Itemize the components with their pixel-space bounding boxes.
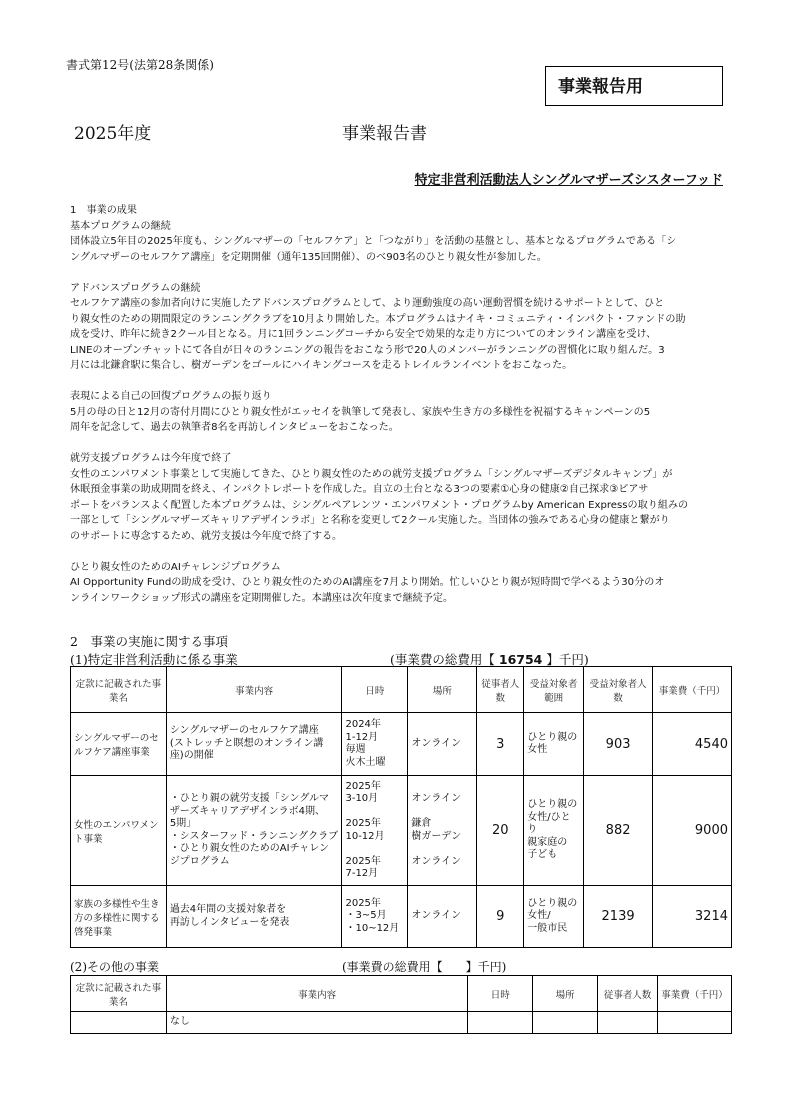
cell-line: 一般市民: [527, 922, 568, 934]
date-cell: [342, 886, 408, 948]
beneficiaries-cell: 882: [584, 776, 653, 886]
result-block-line: のサポートに専念するため、就労支援は今年度で終了する。: [70, 530, 343, 542]
column-header: 事業費（千円）: [653, 667, 732, 713]
result-block-title: 基本プログラムの継続: [70, 220, 171, 232]
cell-line: 火木土曜: [345, 756, 386, 768]
cell-line: ・10~12月: [345, 922, 400, 934]
column-header: 日時: [468, 976, 533, 1012]
column-header: 事業費（千円）: [658, 976, 732, 1012]
result-block-title: 就労支援プログラムは今年度で終了: [70, 453, 232, 464]
cell-line: ジプログラム: [169, 855, 230, 867]
cell-line: (ストレッチと瞑想のオンライン講: [169, 737, 324, 749]
date-cell: [342, 776, 408, 886]
cell-line: 再訪しインタビューを発表: [169, 916, 290, 928]
table-cell: [533, 1012, 598, 1034]
cell-line: 3-10月: [345, 793, 379, 804]
scope-cell: [524, 886, 584, 948]
table-cell: [468, 1012, 533, 1034]
beneficiaries-cell: 903: [584, 713, 653, 776]
subsection2-title: (2)その他の事業: [70, 960, 159, 974]
cell-line: 鎌倉: [411, 818, 432, 829]
cell-line: オンライン: [411, 737, 462, 749]
cell-line: シングルマザーのセルフケア講座: [169, 725, 319, 737]
content-cell: [166, 886, 342, 948]
column-header: 場所: [533, 976, 598, 1012]
subsection2-heading: [70, 958, 730, 975]
place-cell: [408, 776, 477, 886]
cell-line: 女性/: [527, 910, 551, 922]
business-name-cell: 女性のエンパワメント事業: [71, 776, 167, 886]
cell-line: 2025年: [345, 818, 381, 829]
result-block-line: ポートをバランスよく配置した本プログラムは、シングルペアレンツ・エンパワメント・プログラムby American Expressの取り組みの: [70, 499, 689, 511]
section1-body: [70, 203, 730, 622]
result-block-title: ひとり親女性のためのAIチャレンジプログラム: [70, 561, 281, 573]
organization-name: 特定非営利活動法人シングルマザーズシスターフッド: [414, 173, 723, 188]
cell-line: ひとり親の: [527, 897, 578, 909]
table-cell: [598, 1012, 658, 1034]
cell-line: 毎週: [345, 744, 366, 755]
subsection1-total-cost: (事業費の総費用【 16754 】千円): [390, 652, 589, 667]
cell-line: 2024年: [345, 719, 381, 730]
cell-line: 過去4年間の支援対象者を: [169, 904, 287, 915]
result-block: [70, 281, 730, 374]
result-block-line: 一部として「シングルマザーズキャリアデザインラボ」と名称を変更して2クール実施した。当団体の強みである心身の健康と繋がり: [70, 515, 670, 526]
cell-line: ・3~5月: [345, 910, 387, 922]
column-header: 受益対象者人数: [584, 667, 653, 713]
table-cell: なし: [166, 1012, 467, 1034]
result-block-line: セルフケア講座の参加者向けに実施したアドバンスプログラムとして、より運動強度の高い運動習慣を続けるサポートとして、ひと: [70, 298, 665, 309]
result-block: [70, 219, 730, 266]
staff-cell: 9: [477, 886, 524, 948]
section2-heading: 2 事業の実施に関する事項: [70, 634, 228, 649]
scope-cell: [524, 713, 584, 776]
content-cell: [166, 713, 342, 776]
business-name-cell: 家族の多様性や生き方の多様性に関する啓発事業: [71, 886, 167, 948]
fiscal-year: 2025年度: [74, 124, 152, 144]
result-block-line: り親女性のための期間限定のランニングクラブを10月より開始した。本プログラムはナイキ・コミュニティ・インパクト・ファンドの助: [70, 313, 686, 325]
result-block-line: 団体設立5年目の2025年度も、シングルマザーの「セルフケア」と「つながり」を活動の基盤とし、基本となるプログラムである「シ: [70, 236, 677, 247]
place-cell: [408, 886, 477, 948]
date-cell: [342, 713, 408, 776]
cell-line: 女性: [527, 744, 548, 755]
column-header: 場所: [408, 667, 477, 713]
column-header: 受益対象者範囲: [524, 667, 584, 713]
cell-line: 親家庭の: [527, 836, 568, 848]
table-cell: [71, 1012, 167, 1034]
result-block-line: AI Opportunity Fundの助成を受け、ひとり親女性のためのAI講座を7月より開始。忙しいひとり親が短時間で学べるよう30分のオ: [70, 577, 665, 588]
scope-cell: [524, 776, 584, 886]
cell-line: オンライン: [411, 855, 462, 867]
staff-cell: 20: [477, 776, 524, 886]
result-block-line: 周年を記念して、過去の執筆者8名を再訪しインタビューをおこなった。: [70, 422, 399, 433]
cost-cell: 3214: [653, 886, 732, 948]
result-block: [70, 389, 730, 436]
cell-line: ひとり親の: [527, 799, 578, 811]
result-block-line: 休眠預金事業の助成期間を終え、インパクトレポートを作成した。自立の土台となる3つの要素①心身の健康②自己探求③ピアサ: [70, 484, 649, 495]
cell-line: 10-12月: [345, 830, 385, 842]
cell-line: 7-12月: [345, 868, 379, 879]
other-activities-table: [70, 975, 732, 1034]
cell-line: 1-12月: [345, 731, 379, 743]
document-title: 事業報告書: [342, 124, 427, 144]
result-block: [70, 560, 730, 607]
cost-cell: 9000: [653, 776, 732, 886]
content-cell: [166, 776, 342, 886]
cell-line: 2025年: [345, 855, 381, 867]
table-row: [71, 776, 732, 886]
cell-line: ザーズキャリアデザインラボ4期、: [169, 805, 325, 817]
result-block-line: 女性のエンパワメント事業として実施してきた、ひとり親女性のための就労支援プログラム「シングルマザーズデジタルキャンプ」が: [70, 468, 673, 480]
cell-line: 子ども: [527, 849, 558, 861]
cell-line: オンライン: [411, 910, 462, 922]
cell-line: [411, 843, 473, 856]
result-block-line: ングルマザーのセルフケア講座」を定期開催（通年135回開催）、のべ903名のひとり親女性が参加した。: [70, 251, 547, 263]
table-row: [71, 886, 732, 948]
result-block-title: 表現による自己の回復プログラムの振り返り: [70, 391, 272, 402]
cell-line: ・シスターフッド・ランニングクラブ: [169, 830, 339, 842]
cell-line: 女性/ひとり: [527, 811, 571, 836]
report-stamp: 事業報告用: [545, 66, 723, 106]
subsection1-title: (1)特定非営利活動に係る事業: [70, 652, 238, 667]
column-header: 定款に記載された事業名: [71, 976, 167, 1012]
column-header: 事業内容: [166, 667, 342, 713]
beneficiaries-cell: 2139: [584, 886, 653, 948]
result-block-line: 月には北鎌倉駅に集合し、樹ガーデンをゴールにハイキングコースを走るトレイルランイベントをおこなった。: [70, 360, 573, 371]
result-block-line: 成を受け、昨年に続き2クール目となる。月に1回ランニングコーチから安全で効果的な走り方についてのオンライン講座を受け、: [70, 329, 657, 340]
activities-table: [70, 666, 732, 948]
result-block-title: アドバンスプログラムの継続: [70, 282, 201, 294]
column-header: 従事者人数: [477, 667, 524, 713]
result-block-line: LINEのオープンチャットにて各自が日々のランニングの報告をおこなう形で20人のメンバーがランニングの習慣化に取り組んだ。3: [70, 344, 665, 356]
table-cell: [658, 1012, 732, 1034]
cost-cell: 4540: [653, 713, 732, 776]
column-header: 従事者人数: [598, 976, 658, 1012]
cell-line: 5期」: [169, 818, 197, 829]
column-header: 定款に記載された事業名: [71, 667, 167, 713]
cell-line: ひとり親の: [527, 731, 578, 743]
cell-line: オンライン: [411, 793, 462, 804]
business-name-cell: シングルマザーのセルフケア講座事業: [71, 713, 167, 776]
cell-line: ・ひとり親女性のためのAIチャレン: [169, 843, 330, 854]
cell-line: 座)の開催: [169, 750, 214, 762]
result-block-line: ンラインワークショップ形式の講座を定期開催した。本講座は次年度まで継続予定。: [70, 592, 454, 604]
cell-line: ・ひとり親の就労支援「シングルマ: [169, 793, 330, 804]
result-block: [70, 451, 730, 544]
table-row: [71, 713, 732, 776]
section1-heading: 1 事業の成果: [70, 205, 137, 216]
cell-line: 2025年: [345, 780, 381, 792]
cell-line: [345, 806, 404, 819]
cell-line: 樹ガーデン: [411, 830, 462, 842]
subsection2-total-cost: (事業費の総費用【 】千円): [342, 960, 507, 974]
form-number: 書式第12号(法第28条関係): [66, 58, 214, 72]
column-header: 日時: [342, 667, 408, 713]
cell-line: [345, 843, 404, 856]
column-header: 事業内容: [166, 976, 467, 1012]
place-cell: [408, 713, 477, 776]
result-block-line: 5月の母の日と12月の寄付月間にひとり親女性がエッセイを執筆して発表し、家族や生き方の多様性を祝福するキャンペーンの5: [70, 406, 651, 418]
cell-line: 2025年: [345, 897, 381, 909]
staff-cell: 3: [477, 713, 524, 776]
cell-line: [411, 806, 473, 819]
